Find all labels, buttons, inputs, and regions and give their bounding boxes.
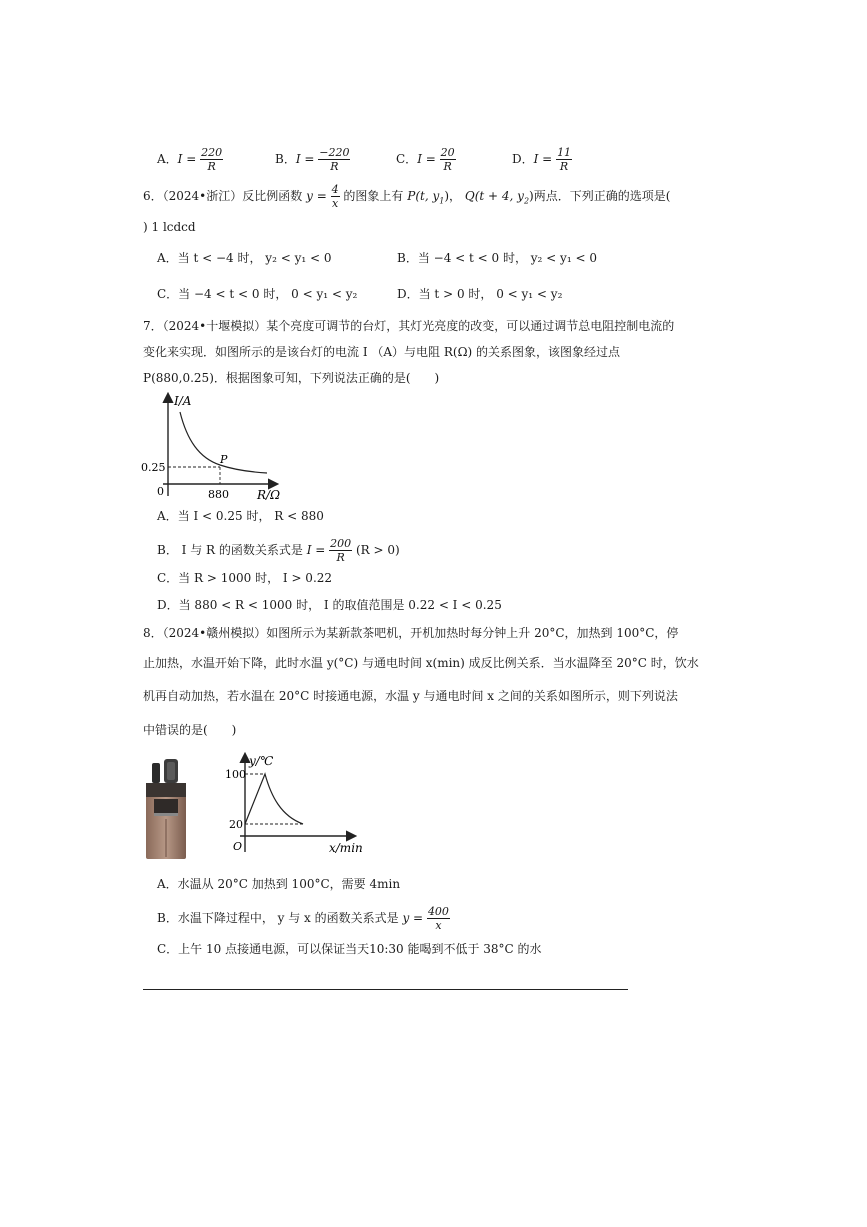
q6-stem-line1: 6．（2024•浙江）反比例函数 y = $\frac{4}{x}$ 的图象上有 P(t, $y_1$)， Q(t + 4, $y_2$)两点．下列正确的选项是( — [143, 183, 671, 210]
q6-function-fraction: $\frac{4}{x}$ — [331, 183, 339, 210]
q5-option-a-fraction: $\frac{220}{R}$ — [201, 146, 223, 173]
q8-stem-line3: 机再自动加热，若水温在 20°C 时接通电源，水温 y 与通电时间 x 之间的关系如图所示，则下列说法 — [143, 689, 678, 703]
q8-origin: O — [233, 840, 243, 853]
q8-y-tick-20: 20 — [229, 818, 243, 831]
q7-x-tick: 880 — [208, 488, 229, 501]
q5-option-c: C．I = $\frac{20}{R}$ — [396, 146, 455, 173]
q7-option-b: B． I 与 R 的函数关系式是 I = $\frac{200}{R}$ (R > 0) — [157, 537, 400, 564]
q7-stem-line1: 7．（2024•十堰模拟）某个亮度可调节的台灯，其灯光亮度的改变，可以通过调节总电阻控制电流的 — [143, 319, 675, 333]
q6-option-c: C．当 −4 < t < 0 时， 0 < y₁ < y₂ — [157, 287, 358, 301]
q8-stem-line4: 中错误的是( ) — [143, 723, 237, 737]
q7-point-label: P — [220, 453, 228, 466]
q8-curve — [245, 774, 303, 824]
q7-x-label: R/Ω — [257, 488, 281, 502]
q5-option-d: D．I = $\frac{11}{R}$ — [512, 146, 572, 173]
q8-option-b-fraction: $\frac{400}{x}$ — [427, 905, 449, 932]
q8-y-label: y/℃ — [249, 754, 274, 768]
q8-stem-line2: 止加热，水温开始下降，此时水温 y(°C) 与通电时间 x(min) 成反比例关系．当水温降至 20°C 时，饮水 — [143, 656, 699, 670]
q7-option-d: D．当 880 < R < 1000 时， I 的取值范围是 0.22 < I < 0.25 — [157, 598, 502, 612]
q7-y-label: I/A — [174, 394, 192, 408]
q8-y-tick-100: 100 — [225, 768, 246, 781]
q7-stem-line2: 变化来实现．如图所示的是该台灯的电流 I （A）与电阻 R(Ω) 的关系图象，该图象经过点 — [143, 345, 621, 359]
q7-y-tick: 0.25 — [141, 461, 166, 474]
q8-stem-line1: 8．（2024•赣州模拟）如图所示为某新款茶吧机，开机加热时每分钟上升 20°C，加热到 100°C，停 — [143, 626, 679, 640]
q5-option-d-fraction: $\frac{11}{R}$ — [557, 146, 572, 173]
tea-machine-image — [140, 757, 190, 861]
q8-option-a: A．水温从 20°C 加热到 100°C，需要 4min — [157, 877, 401, 891]
q7-option-c: C．当 R > 1000 时， I > 0.22 — [157, 571, 333, 585]
q6-option-d: D．当 t > 0 时， 0 < y₁ < y₂ — [397, 287, 563, 301]
q8-graph — [225, 752, 370, 858]
q7-graph — [135, 392, 285, 504]
footer-divider — [143, 989, 628, 990]
q7-option-b-fraction: $\frac{200}{R}$ — [330, 537, 352, 564]
q6-stem-line2: ) 1 lcdcd — [143, 220, 196, 234]
q5-option-a: A．I = $\frac{220}{R}$ — [157, 146, 223, 173]
q7-origin: 0 — [157, 485, 164, 498]
q7-stem-line3: P(880,0.25)．根据图象可知，下列说法正确的是( ) — [143, 371, 440, 385]
q8-x-label: x/min — [329, 841, 363, 855]
q5-option-c-fraction: $\frac{20}{R}$ — [440, 146, 455, 173]
q6-option-a: A．当 t < −4 时， y₂ < y₁ < 0 — [157, 251, 332, 265]
q8-option-b: B．水温下降过程中， y 与 x 的函数关系式是 y = $\frac{400}{x}$ — [157, 905, 449, 932]
q5-option-b: B．I = $\frac{-220}{R}$ — [275, 146, 350, 173]
q5-option-b-fraction: $\frac{-220}{R}$ — [319, 146, 350, 173]
q6-option-b: B．当 −4 < t < 0 时， y₂ < y₁ < 0 — [397, 251, 597, 265]
q8-option-c: C．上午 10 点接通电源，可以保证当天10:30 能喝到不低于 38°C 的水 — [157, 942, 542, 956]
q7-option-a: A．当 I < 0.25 时， R < 880 — [157, 509, 324, 523]
